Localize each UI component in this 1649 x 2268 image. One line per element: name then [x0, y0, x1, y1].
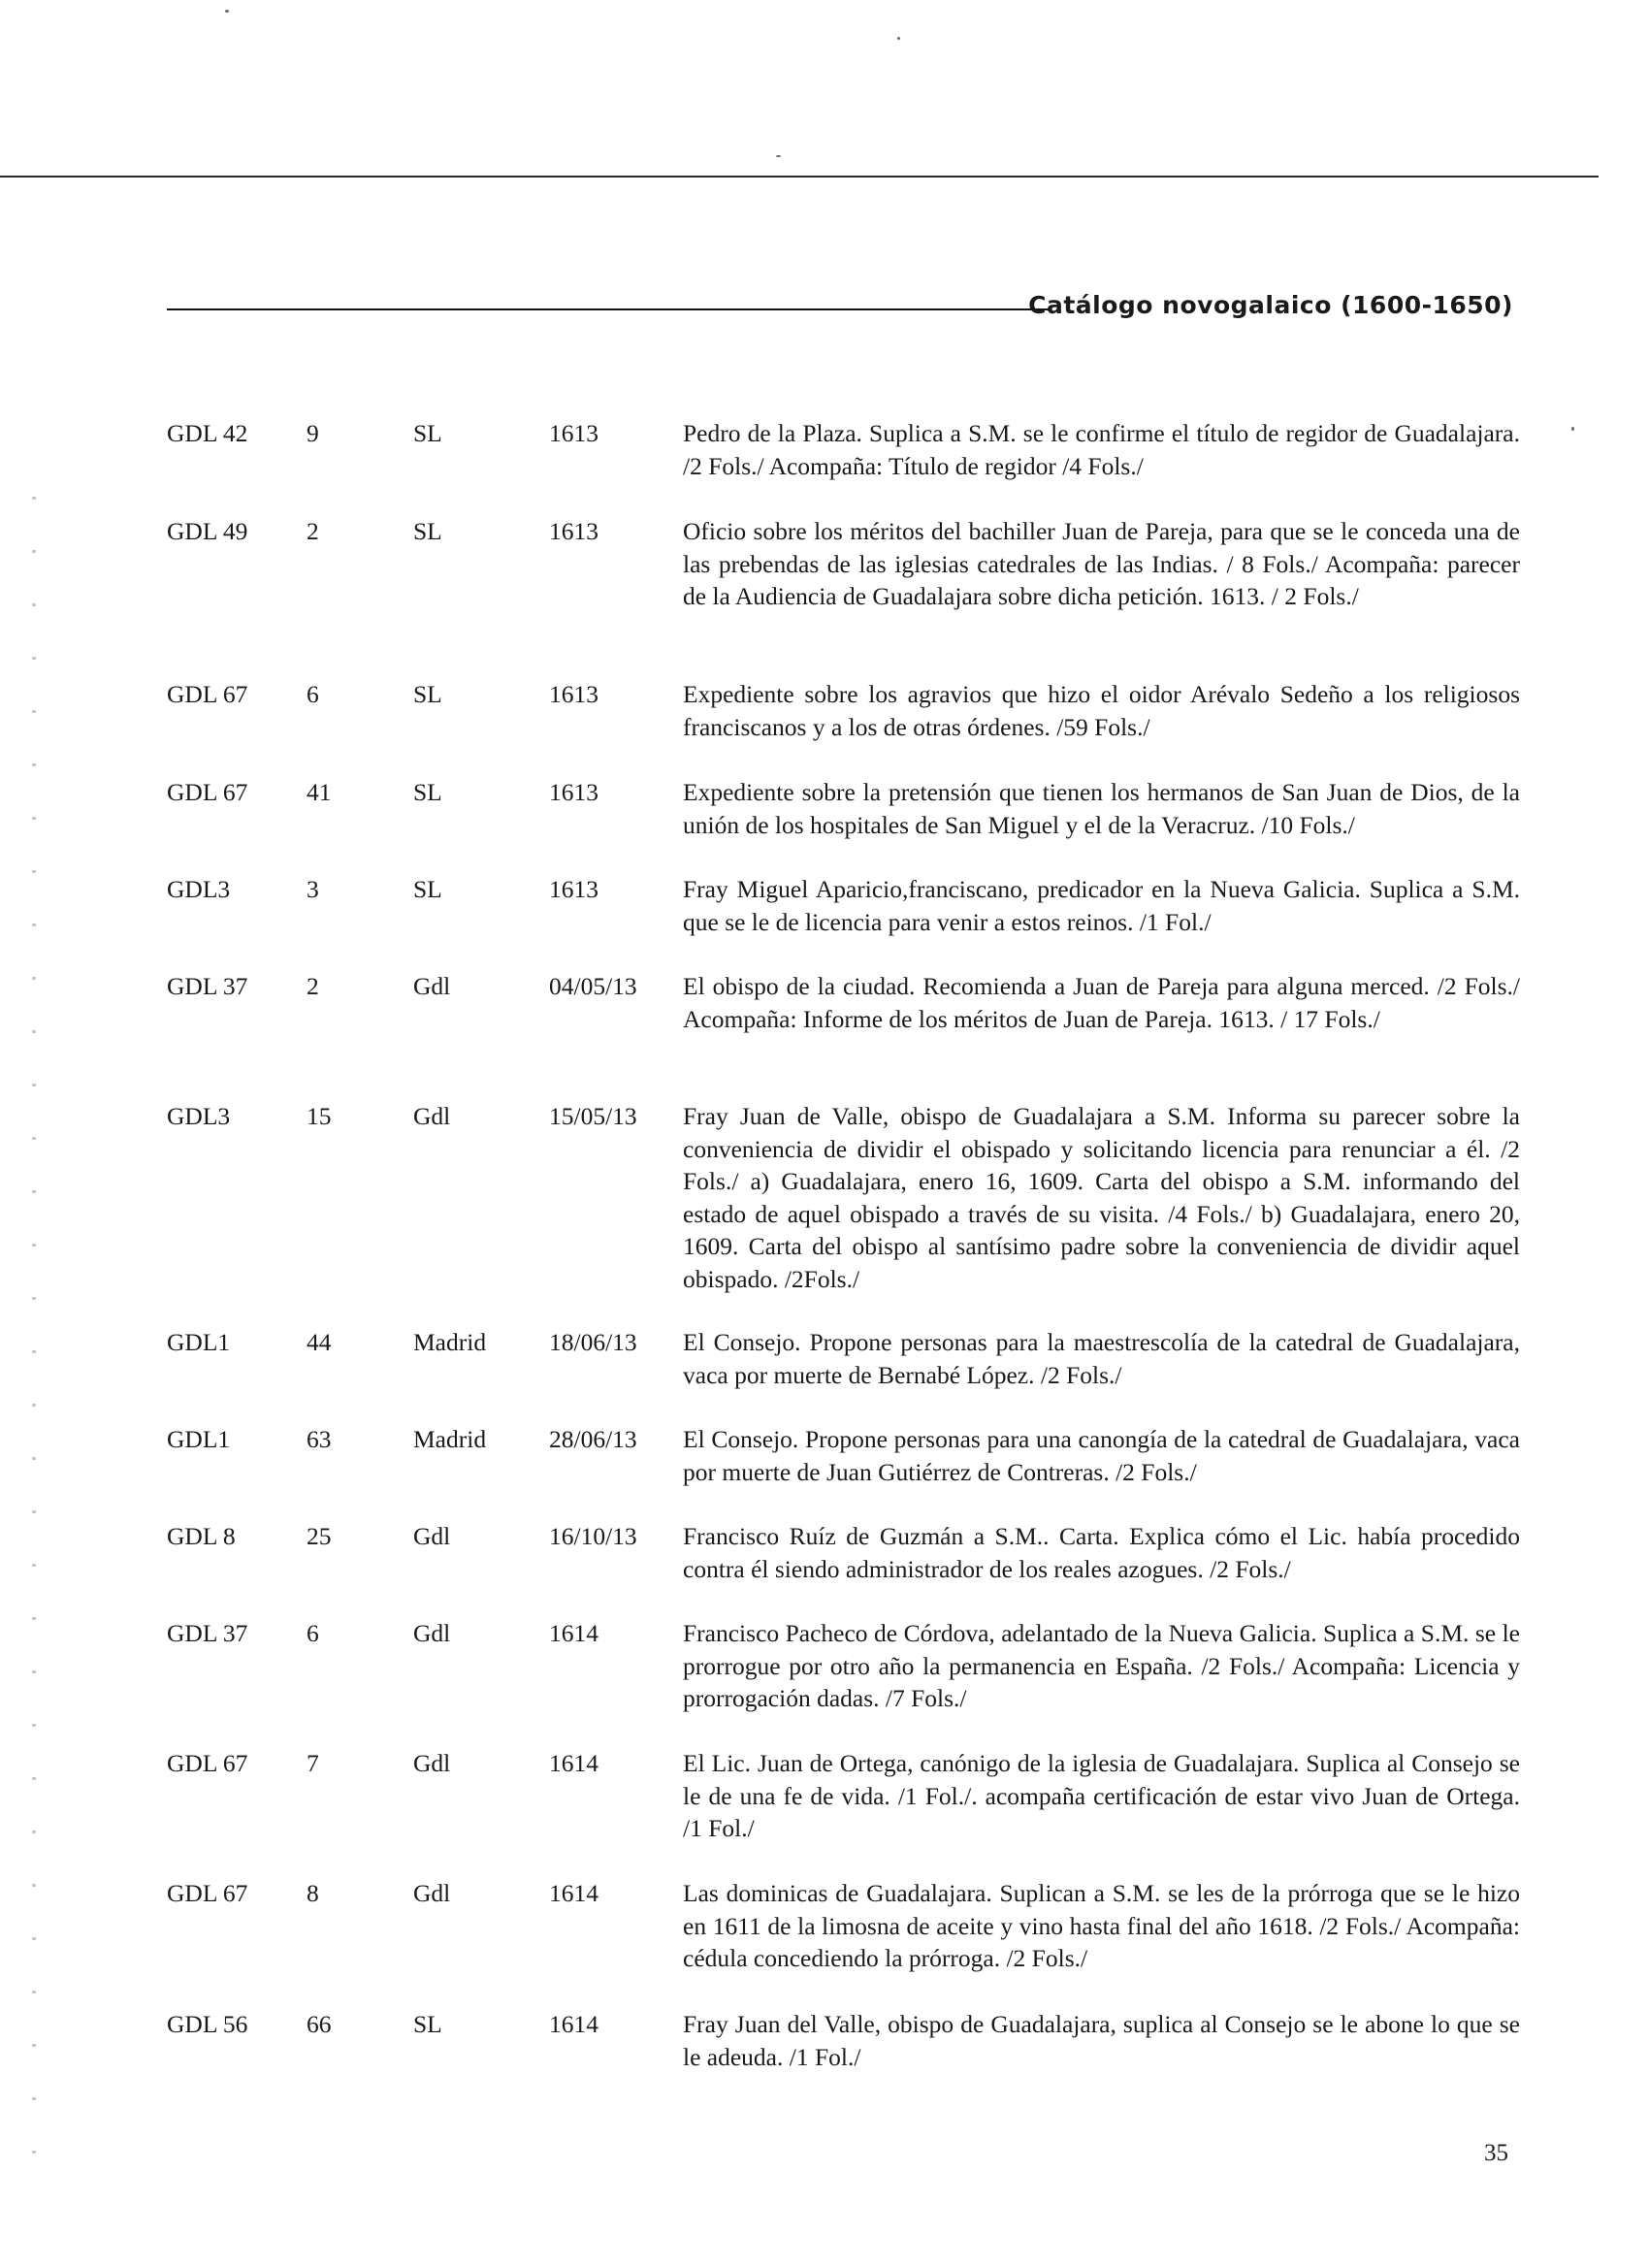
- entry-date: 1613: [549, 680, 598, 708]
- entry-number: 41: [307, 778, 332, 806]
- entry-number: 25: [307, 1522, 332, 1550]
- entry-date: 28/06/13: [549, 1425, 637, 1453]
- entry-reference: GDL 67: [167, 680, 248, 708]
- entry-description: Fray Miguel Aparicio,franciscano, predicador en la Nueva Galicia. Suplica a S.M. que se le de licencia para venir a estos reinos. /1 Fol./: [683, 875, 1520, 936]
- header-rule: [167, 308, 1051, 310]
- entry-reference: GDL 56: [167, 2010, 248, 2038]
- page-number: 35: [1484, 2140, 1508, 2166]
- entry-number: 44: [307, 1328, 332, 1356]
- entry-place: SL: [413, 778, 442, 806]
- entry-number: 6: [307, 1619, 319, 1647]
- entry-number: 3: [307, 875, 319, 903]
- entry-description: Las dominicas de Guadalajara. Suplican a S.M. se les de la prórroga que se le hizo en 1611 de la limosna de aceite y vino hasta final del año 1618. /2 Fols./ Acompaña: cédula concediendo la prórroga. /2 Fols./: [683, 1879, 1520, 1972]
- entry-place: Madrid: [413, 1425, 487, 1453]
- entry-description: Francisco Pacheco de Córdova, adelantado de la Nueva Galicia. Suplica a S.M. se le prorrogue por otro año la permanencia en España. /2 Fols./ Acompaña: Licencia y prorrogación dadas. /7 Fols./: [683, 1619, 1520, 1712]
- entry-date: 1613: [549, 875, 598, 903]
- entry-reference: GDL3: [167, 875, 231, 903]
- entry-description: El Consejo. Propone personas para una canongía de la catedral de Guadalajara, vaca por muerte de Juan Gutiérrez de Contreras. /2 Fols./: [683, 1425, 1520, 1486]
- running-header: [167, 291, 1513, 326]
- entry-number: 7: [307, 1749, 319, 1777]
- entry-description: El Lic. Juan de Ortega, canónigo de la iglesia de Guadalajara. Suplica al Consejo se le de una fe de vida. /1 Fol./. acompaña certificación de estar vivo Juan de Ortega. /1 Fol./: [683, 1749, 1520, 1842]
- entry-place: Gdl: [413, 1749, 451, 1777]
- entry-place: SL: [413, 875, 442, 903]
- entry-date: 1613: [549, 517, 598, 545]
- entry-number: 15: [307, 1102, 332, 1130]
- entry-date: 18/06/13: [549, 1328, 637, 1356]
- entry-reference: GDL 67: [167, 778, 248, 806]
- entry-number: 2: [307, 517, 319, 545]
- entry-number: 8: [307, 1879, 319, 1907]
- entry-reference: GDL 37: [167, 1619, 248, 1647]
- entry-description: Expediente sobre la pretensión que tienen los hermanos de San Juan de Dios, de la unión de los hospitales de San Miguel y el de la Veracruz. /10 Fols./: [683, 778, 1520, 839]
- entry-place: Gdl: [413, 1522, 451, 1550]
- scan-speck: [1571, 427, 1574, 431]
- entry-description: Fray Juan de Valle, obispo de Guadalajara a S.M. Informa su parecer sobre la conveniencia de dividir el obispado y solicitando licencia para renunciar a él. /2 Fols./ a) Guadalajara, enero 16, 1609. Carta del obispo a S.M. informando del estado de aquel obispado a través de su visita. /4 Fols./ b) Guadalajara, enero 20, 1609. Carta del obispo al santísimo padre sobre la conveniencia de dividir aquel obispado. /2Fols./: [683, 1102, 1520, 1293]
- entry-reference: GDL 37: [167, 972, 248, 1000]
- entry-place: Gdl: [413, 1102, 451, 1130]
- entry-number: 63: [307, 1425, 332, 1453]
- entry-date: 1614: [549, 1619, 598, 1647]
- entry-reference: GDL 8: [167, 1522, 236, 1550]
- entry-description: El obispo de la ciudad. Recomienda a Juan de Pareja para alguna merced. /2 Fols./ Acompaña: Informe de los méritos de Juan de Pareja. 1613. / 17 Fols./: [683, 972, 1520, 1033]
- entry-place: SL: [413, 680, 442, 708]
- entry-date: 04/05/13: [549, 972, 637, 1000]
- top-scan-rule: [0, 176, 1599, 178]
- entry-description: Oficio sobre los méritos del bachiller Juan de Pareja, para que se le conceda una de las prebendas de las iglesias catedrales de las Indias. / 8 Fols./ Acompaña: parecer de la Audiencia de Guadalajara sobre dicha petición. 1613. / 2 Fols./: [683, 517, 1520, 610]
- entry-reference: GDL 49: [167, 517, 248, 545]
- entry-description: Expediente sobre los agravios que hizo el oidor Arévalo Sedeño a los religiosos franciscanos y a los de otras órdenes. /59 Fols./: [683, 680, 1520, 741]
- entry-number: 2: [307, 972, 319, 1000]
- entry-date: 1614: [549, 2010, 598, 2038]
- entry-reference: GDL 67: [167, 1749, 248, 1777]
- entry-number: 9: [307, 419, 319, 447]
- entry-date: 1614: [549, 1749, 598, 1777]
- entry-description: Fray Juan del Valle, obispo de Guadalajara, suplica al Consejo se le abone lo que se le adeuda. /1 Fol./: [683, 2010, 1520, 2071]
- entry-place: Gdl: [413, 1879, 451, 1907]
- entry-place: Gdl: [413, 1619, 451, 1647]
- scan-speck: [225, 10, 229, 13]
- entry-date: 15/05/13: [549, 1102, 637, 1130]
- entry-place: SL: [413, 419, 442, 447]
- header-title: Catálogo novogalaico (1600-1650): [1028, 291, 1513, 319]
- scan-speck: [897, 37, 900, 40]
- entry-reference: GDL 42: [167, 419, 248, 447]
- entry-place: SL: [413, 2010, 442, 2038]
- entry-description: El Consejo. Propone personas para la maestrescolía de la catedral de Guadalajara, vaca por muerte de Bernabé López. /2 Fols./: [683, 1328, 1520, 1389]
- entry-number: 66: [307, 2010, 332, 2038]
- entry-place: SL: [413, 517, 442, 545]
- entry-reference: GDL1: [167, 1328, 231, 1356]
- entry-number: 6: [307, 680, 319, 708]
- entry-place: Madrid: [413, 1328, 487, 1356]
- entry-reference: GDL 67: [167, 1879, 248, 1907]
- entry-date: 1613: [549, 778, 598, 806]
- margin-scan-ticks: [32, 446, 36, 2192]
- entry-description: Francisco Ruíz de Guzmán a S.M.. Carta. Explica cómo el Lic. había procedido contra él siendo administrador de los reales azogues. /2 Fols./: [683, 1522, 1520, 1583]
- entry-place: Gdl: [413, 972, 451, 1000]
- entry-description: Pedro de la Plaza. Suplica a S.M. se le confirme el título de regidor de Guadalajara. /2 Fols./ Acompaña: Título de regidor /4 Fols./: [683, 419, 1520, 480]
- scan-speck: [776, 155, 781, 157]
- entry-reference: GDL1: [167, 1425, 231, 1453]
- entry-date: 1614: [549, 1879, 598, 1907]
- entry-date: 1613: [549, 419, 598, 447]
- entry-reference: GDL3: [167, 1102, 231, 1130]
- entry-date: 16/10/13: [549, 1522, 637, 1550]
